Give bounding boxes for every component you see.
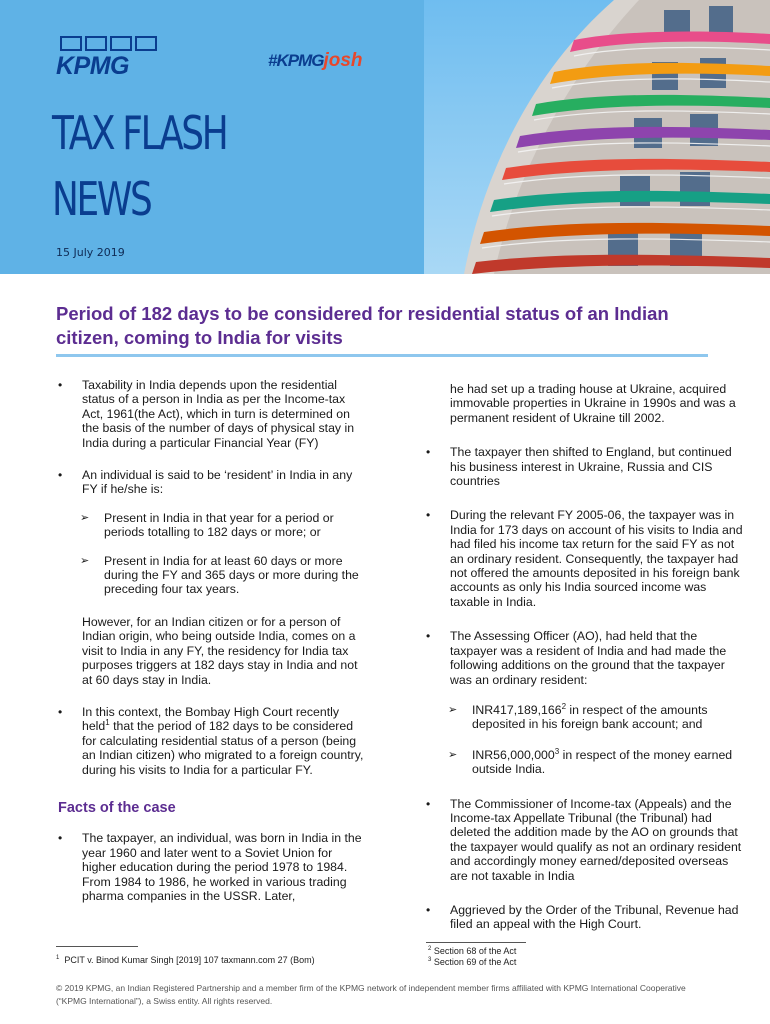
paragraph-indian-citizen: However, for an Indian citizen or for a person of Indian origin, who being outside India, comes on a visit to India in any FY, the residency for India tax purposes triggers at 182 days stay in India and not at 60 days stay in India. — [82, 614, 358, 687]
building-photo — [424, 0, 770, 274]
article-headline: Period of 182 days to be considered for residential status of an Indian citizen, coming to India for visits — [56, 303, 669, 348]
amount-text: INR417,189,166 — [472, 702, 562, 717]
footnote-rule-right — [426, 942, 526, 943]
newsletter-title-line-2: NEWS — [52, 172, 151, 226]
bullet-text: that the period of 182 days to be considered for calculating residential status of a person (being an Indian citizen) who migrated to a foreign country, during his visits to India for a particular FY. — [82, 719, 364, 777]
kpmg-josh-hashtag — [268, 50, 363, 72]
footnote-number: 3 — [428, 957, 432, 963]
facts-heading: Facts of the case — [58, 799, 176, 816]
footnote-number: 1 — [56, 955, 60, 961]
newsletter-title-line-1: TAX FLASH — [52, 106, 227, 160]
amount-text: INR56,000,000 — [472, 747, 555, 762]
continued-paragraph: he had set up a trading house at Ukraine, acquired immovable properties in Ukraine in 1990s and was a permanent resident of Ukraine till 2002. — [450, 382, 736, 425]
headline-rule — [56, 354, 708, 357]
bullet-bombay-high-court — [56, 705, 366, 777]
footnote-text: Section 69 of the Act — [433, 957, 517, 967]
bullet-text: In this context, the Bombay High Court recently held — [82, 704, 339, 734]
footnote-2 — [428, 946, 728, 957]
footnote-number: 2 — [428, 946, 432, 952]
footnote-ref-2: 2 — [561, 701, 567, 711]
amount-description: in respect of the money earned outside India. — [472, 747, 733, 777]
hashtag-prefix: #KPMG — [268, 51, 324, 70]
footnote-text: PCIT v. Binod Kumar Singh [2019] 107 taxmann.com 27 (Bom) — [64, 955, 315, 965]
arrow-item-60-days: ➢ Present in India for at least 60 days or more during the FY and 365 days or more during the preceding four tax years. — [56, 554, 366, 597]
logo-boxes — [60, 36, 157, 51]
hashtag-word: josh — [323, 50, 363, 71]
bullet-shift-england: • The taxpayer then shifted to England, but continued his business interest in Ukraine, Russia and CIS countries — [424, 445, 744, 488]
kpmg-logo — [56, 36, 157, 79]
bullet-cita-tribunal: • The Commissioner of Income-tax (Appeals) and the Income-tax Appellate Tribunal (the Tribunal) had deleted the addition made by the AO on grounds that the taxpayer would qualify as not an ordinary resident and accordingly money earned/deposited overseas are not taxable in India — [424, 797, 744, 883]
header-banner — [0, 0, 770, 274]
bullet-assessing-officer: • The Assessing Officer (AO), had held that the taxpayer was a resident of India and had made the following additions on the ground that the taxpayer was an ordinary resident: — [424, 629, 744, 687]
footnote-3 — [428, 957, 728, 968]
amount-description: in respect of the amounts deposited in his foreign bank account; and — [472, 702, 708, 732]
footnote-text: Section 68 of the Act — [433, 946, 517, 956]
arrow-item-amount-deposited — [424, 703, 744, 732]
bullet-taxpayer-background: • The taxpayer, an individual, was born in India in the year 1960 and later went to a Soviet Union for higher education during the period 1978 to 1984. From 1984 to 1986, he worked in various trading pharma companies in the USSR. Later, — [56, 831, 366, 903]
arrow-item-money-earned — [424, 748, 744, 777]
arrow-item-182-days: ➢ Present in India in that year for a period or periods totalling to 182 days or more; or — [56, 511, 366, 540]
footnote-rule-left — [56, 946, 138, 947]
footnote-ref-1: 1 — [105, 718, 110, 728]
bullet-revenue-appeal: • Aggrieved by the Order of the Tribunal, Revenue had filed an appeal with the High Court. — [424, 903, 744, 932]
footnote-1 — [56, 955, 386, 966]
left-column — [56, 378, 366, 903]
publication-date: 15 July 2019 — [56, 246, 125, 259]
right-column — [424, 382, 744, 932]
logo-text: KPMG — [56, 52, 129, 80]
bullet-taxability: • Taxability in India depends upon the residential status of a person in India as per the Income-tax Act, 1961(the Act), which in turn is determined on the basis of the number of days of physical stay in India during a particular Financial Year (FY) — [56, 378, 366, 450]
footnote-ref-3: 3 — [554, 746, 560, 756]
bullet-resident-definition: • An individual is said to be ‘resident’ in India in any FY if he/she is: — [56, 468, 366, 497]
bullet-fy-2005-06: • During the relevant FY 2005-06, the taxpayer was in India for 173 days on account of his visits to India and had filed his income tax return for the said FY as not an ordinary resident. Consequently, the taxpayer had not offered the amounts deposited in his foreign bank accounts as only his India sourced income was taxable in India. — [424, 508, 744, 609]
copyright-footer: © 2019 KPMG, an Indian Registered Partnership and a member firm of the KPMG network of independent member firms affiliated with KPMG International Cooperative (“KPMG International”), a Swiss entity. All rights reserved. — [56, 983, 686, 1006]
